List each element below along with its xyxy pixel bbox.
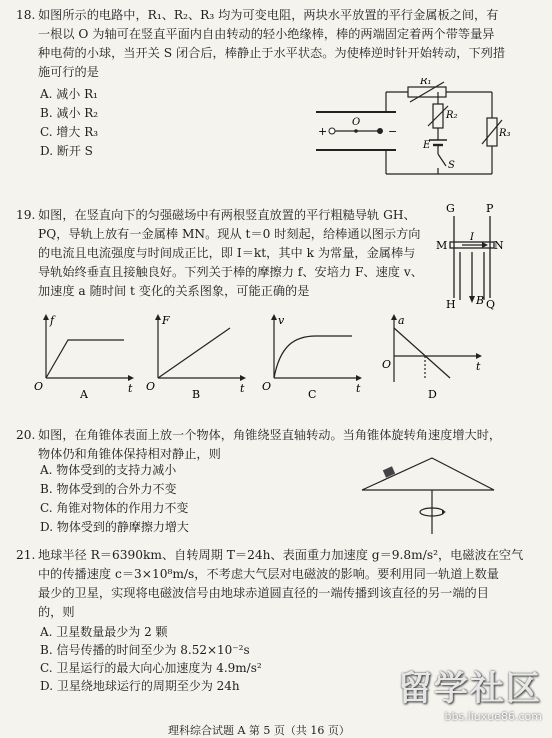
stem-line: 物体仍和角锥体保持相对静止，则 xyxy=(38,447,221,461)
y-label: a xyxy=(398,314,405,327)
label-p: P xyxy=(486,202,494,215)
x-label: t xyxy=(128,382,133,395)
label-o: O xyxy=(352,117,361,128)
origin-label: O xyxy=(262,380,272,393)
option-d: D. 卫星绕地球运行的周期至少为 24h xyxy=(40,679,240,693)
curve-d xyxy=(394,328,450,378)
watermark-logo: 留学社区 xyxy=(398,669,542,709)
watermark xyxy=(398,668,548,732)
x-label: t xyxy=(356,382,361,395)
label-b: B xyxy=(476,294,485,307)
question-stem xyxy=(38,6,505,82)
label-r1: R₁ xyxy=(420,78,432,87)
question-number: 18. xyxy=(16,8,36,22)
option-a: A. 物体受到的支持力减小 xyxy=(40,463,177,477)
y-label: f xyxy=(50,314,55,327)
x-label: t xyxy=(476,360,481,373)
stem-line: 如图所示的电路中，R₁、R₂、R₃ 均为可变电阻，两块水平放置的平行金属板之间，有 xyxy=(38,8,499,22)
stem-line: 的电流且电流强度与时间成正比，即 I＝kt，其中 k 为常量，金属棒与 xyxy=(38,246,416,260)
circuit-diagram xyxy=(296,78,514,186)
stem-line: 加速度 a 随时间 t 变化的关系图象，可能正确的是 xyxy=(38,284,310,298)
origin-label: O xyxy=(382,358,392,371)
label-g: G xyxy=(446,202,455,215)
origin-label: O xyxy=(34,380,44,393)
graph-b xyxy=(140,312,250,402)
graph-caption: D xyxy=(428,388,437,401)
option-c: C. 角锥对物体的作用力不变 xyxy=(40,501,189,515)
page-footer: 理科综合试题 A 第 5 页（共 16 页） xyxy=(168,724,350,737)
question-21 xyxy=(16,546,546,626)
pivot-o xyxy=(354,129,358,133)
graph-c xyxy=(256,312,366,402)
y-label: F xyxy=(162,314,170,327)
switch-s xyxy=(438,154,446,166)
question-number: 19. xyxy=(16,208,36,222)
option-c: C. 增大 R₃ xyxy=(40,125,99,139)
graph-caption: C xyxy=(308,388,317,401)
graph-caption: B xyxy=(192,388,201,401)
stem-line: 如图，在竖直向下的匀强磁场中有两根竖直放置的平行粗糙导轨 GH、 xyxy=(38,208,416,222)
stem-line: 导轨始终垂直且接触良好。下列关于棒的摩擦力 f、安培力 F、速度 v、 xyxy=(38,265,423,279)
label-e: E xyxy=(423,140,431,151)
stem-line: 最少的卫星，实现将电磁波信号由地球赤道圆直径的一端传播到该直径的另一端的目 xyxy=(38,586,489,600)
plus-sign: + xyxy=(318,125,328,138)
label-m: M xyxy=(436,239,448,252)
label-i: I xyxy=(470,232,474,243)
stem-line: 的，则 xyxy=(38,605,75,619)
label-n: N xyxy=(494,239,504,252)
stem-line: 施可行的是 xyxy=(38,65,99,79)
question-stem xyxy=(38,546,523,622)
rail-diagram xyxy=(424,200,524,312)
option-a: A. 卫星数量最少为 2 颗 xyxy=(40,625,168,639)
stem-line: PQ，导轨上放有一金属棒 MN。现从 t＝0 时刻起，给棒通以图示方向 xyxy=(38,227,421,241)
stem-line: 中的传播速度 c＝3×10⁸m/s，不考虑大气层对电磁波的影响。要利用同一轨道上数量 xyxy=(38,567,499,581)
graph-a xyxy=(28,312,138,402)
label-q: Q xyxy=(486,298,496,311)
stem-line: 种电荷的小球，当开关 S 闭合后，棒静止于水平状态。为使棒逆时针开始转动，下列措 xyxy=(38,46,506,60)
option-b: B. 物体受到的合外力不变 xyxy=(40,482,177,496)
option-c: C. 卫星运行的最大向心加速度为 4.9m/s² xyxy=(40,661,262,675)
label-r3: R₃ xyxy=(499,128,511,139)
graph-d xyxy=(376,312,486,402)
graph-caption: A xyxy=(80,388,88,401)
question-stem xyxy=(38,206,423,301)
question-19 xyxy=(16,206,436,306)
option-b: B. 减小 R₂ xyxy=(40,106,99,120)
stem-line: 一根以 O 为轴可在竖直平面内自由转动的轻小绝缘棒，棒的两端固定着两个带等量异 xyxy=(38,27,495,41)
option-b: B. 信号传播的时间至少为 8.52×10⁻²s xyxy=(40,643,250,657)
y-label: v xyxy=(278,314,285,327)
option-d: D. 物体受到的静摩擦力增大 xyxy=(40,520,189,534)
curve-c xyxy=(274,336,352,378)
stem-line: 地球半径 R＝6390km、自转周期 T＝24h、表面重力加速度 g＝9.8m/s²，电磁波在空气 xyxy=(38,548,524,562)
watermark-url: bbs.liuxue86.com xyxy=(444,710,542,723)
cone xyxy=(362,458,494,490)
stem-line: 如图，在角锥体表面上放一个物体，角锥绕竖直轴转动。当角锥体旋转角速度增大时， xyxy=(38,428,502,442)
curve-a xyxy=(46,340,124,378)
option-a: A. 减小 R₁ xyxy=(40,87,98,101)
question-number: 21. xyxy=(16,548,36,562)
label-h: H xyxy=(446,298,456,311)
cone-diagram xyxy=(352,452,502,538)
minus-sign: − xyxy=(388,125,398,138)
question-number: 20. xyxy=(16,428,36,442)
x-label: t xyxy=(240,382,245,395)
origin-label: O xyxy=(146,380,156,393)
label-s: S xyxy=(448,160,455,171)
option-d: D. 断开 S xyxy=(40,144,93,158)
curve-b xyxy=(158,328,230,378)
label-r2: R₂ xyxy=(446,110,458,121)
